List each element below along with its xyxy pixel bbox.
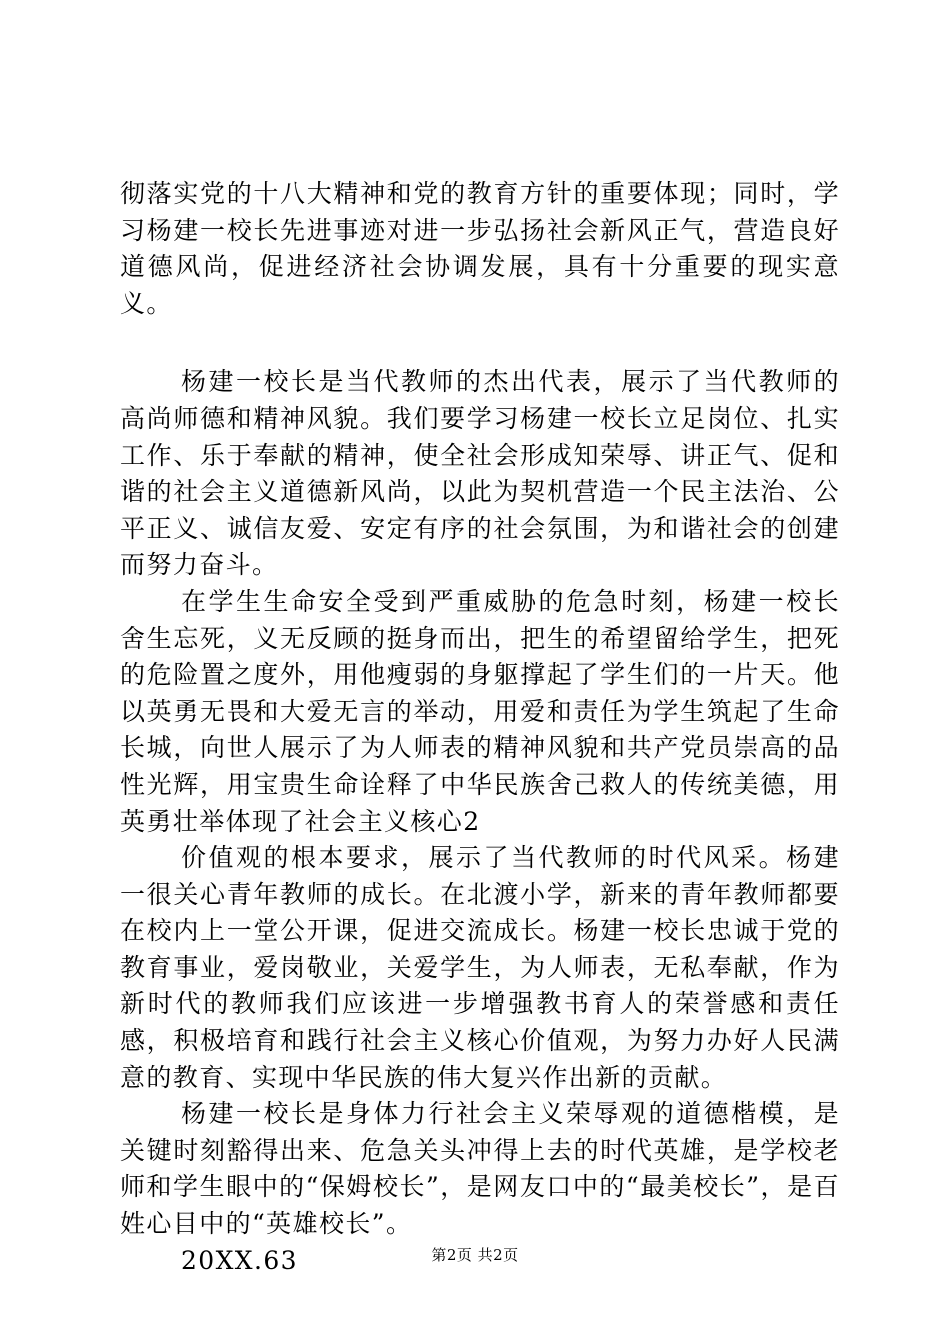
paragraph-moral-model: 杨建一校长是身体力行社会主义荣辱观的道德楷模，是关键时刻豁得出来、危急关头冲得上去的时代英雄，是学校老师和学生眼中的“保姆校长”，是网友口中的“最美校长”，是百姓心目中的“英雄校长”。 [120,1099,840,1239]
paragraph-continuation: 彻落实党的十八大精神和党的教育方针的重要体现；同时，学习杨建一校长先进事迹对进一步弘扬社会新风正气，营造良好道德风尚，促进经济社会协调发展，具有十分重要的现实意义。 [120,179,840,318]
paragraph-teacher-representative: 杨建一校长是当代教师的杰出代表，展示了当代教师的高尚师德和精神风貌。我们要学习杨建一校长立足岗位、扎实工作、乐于奉献的精神，使全社会形成知荣辱、讲正气、促和谐的社会主义道德新风尚，以此为契机营造一个民主法治、公平正义、诚信友爱、安定有序的社会氛围，为和谐社会的创建而努力奋斗。 [120,367,840,580]
document-body [120,176,840,1279]
paragraph-crisis-moment: 在学生生命安全受到严重威胁的危急时刻，杨建一校长舍生忘死，义无反顾的挺身而出，把生的希望留给学生，把死的危险置之度外，用他瘦弱的身躯撑起了学生们的一片天。他以英勇无畏和大爱无言的举动，用爱和责任为学生筑起了生命长城，向世人展示了为人师表的精神风貌和共产党员崇高的品性光辉，用宝贵生命诠释了中华民族舍己救人的传统美德，用英勇壮举体现了社会主义核心2 [120,586,840,836]
document-date: 20XX.63 [181,1245,298,1275]
page-footer: 第2页 共2页 [431,1246,519,1264]
paragraph-core-values: 价值观的根本要求，展示了当代教师的时代风采。杨建一很关心青年教师的成长。在北渡小学，新来的青年教师都要在校内上一堂公开课，促进交流成长。杨建一校长忠诚于党的教育事业，爱岗敬业，关爱学生，为人师表，无私奉献，作为新时代的教师我们应该进一步增强教书育人的荣誉感和责任感，积极培育和践行社会主义核心价值观，为努力办好人民满意的教育、实现中华民族的伟大复兴作出新的贡献。 [120,843,840,1092]
